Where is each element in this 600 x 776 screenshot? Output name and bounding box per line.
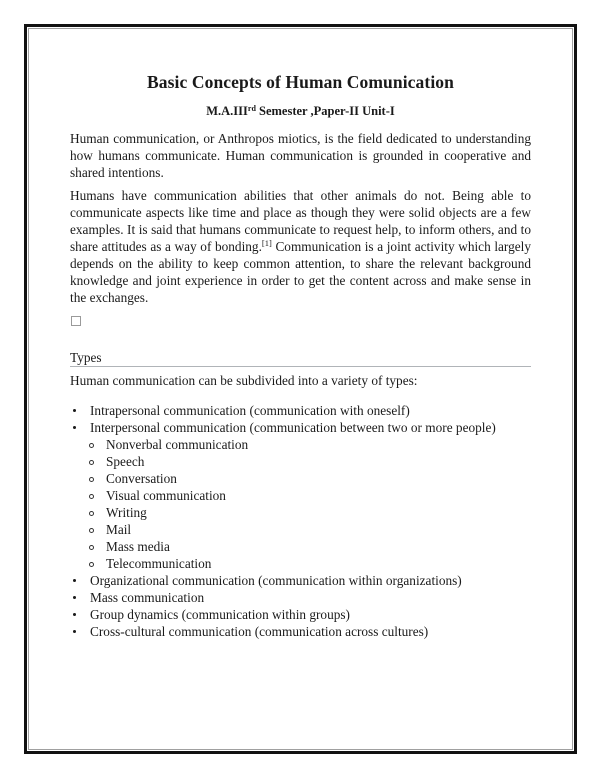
sublist-item-label: Speech xyxy=(106,454,145,469)
document-subtitle xyxy=(70,102,531,120)
list-item-label: Group dynamics (communication within groups) xyxy=(90,607,350,622)
subtitle-superscript: rd xyxy=(247,104,256,113)
list-item-label: Organizational communication (communication within organizations) xyxy=(90,573,462,588)
interpersonal-sublist xyxy=(88,436,531,572)
bullet-icon xyxy=(73,613,76,616)
bullet-icon xyxy=(73,409,76,412)
list-item-label: Mass communication xyxy=(90,590,205,605)
sublist-item xyxy=(88,453,531,470)
subtitle-prefix: M.A.III xyxy=(206,104,248,118)
list-item xyxy=(70,419,531,572)
types-intro: Human communication can be subdivided into a variety of types: xyxy=(70,373,418,388)
hollow-bullet-icon xyxy=(89,545,94,550)
sublist-item xyxy=(88,470,531,487)
abilities-paragraph xyxy=(70,187,531,306)
list-item xyxy=(70,402,531,419)
sublist-item-label: Mass media xyxy=(106,539,170,554)
bullet-icon xyxy=(73,596,76,599)
sublist-item-label: Visual communication xyxy=(106,488,226,503)
sublist-item xyxy=(88,555,531,572)
types-list xyxy=(70,402,531,640)
sublist-item xyxy=(88,538,531,555)
bullet-icon xyxy=(73,579,76,582)
abilities-text-after: Communication is a joint activity which largely depends on the ability to keep common attention, to share the relevant background knowledge and joint experience in order to get the content across and make sense in the exchanges. xyxy=(70,239,532,305)
list-item xyxy=(70,572,531,589)
hollow-bullet-icon xyxy=(89,477,94,482)
sublist-item-label: Conversation xyxy=(106,471,177,486)
empty-checkbox-icon xyxy=(71,316,81,326)
sublist-item xyxy=(88,521,531,538)
hollow-bullet-icon xyxy=(89,511,94,516)
list-item-label: Cross-cultural communication (communication across cultures) xyxy=(90,624,429,639)
intro-paragraph: Human communication, or Anthropos miotics, is the field dedicated to understanding how humans communicate. Human communication is grounded in cooperative and shared intentions. xyxy=(70,131,531,180)
sublist-item-label: Nonverbal communication xyxy=(106,437,249,452)
hollow-bullet-icon xyxy=(89,528,94,533)
reference-link[interactable]: [1] xyxy=(261,238,272,248)
list-item xyxy=(70,623,531,640)
list-item-label: Interpersonal communication (communication between two or more people) xyxy=(90,420,496,435)
bullet-icon xyxy=(73,630,76,633)
list-item xyxy=(70,606,531,623)
document-title: Basic Concepts of Human Comunication xyxy=(147,72,454,92)
subtitle-suffix: Semester ,Paper-II Unit-I xyxy=(255,104,395,118)
sublist-item-label: Mail xyxy=(106,522,132,537)
hollow-bullet-icon xyxy=(89,460,94,465)
list-item-label: Intrapersonal communication (communication with oneself) xyxy=(90,403,410,418)
bullet-icon xyxy=(73,426,76,429)
hollow-bullet-icon xyxy=(89,443,94,448)
sublist-item xyxy=(88,487,531,504)
abilities-text-before: Humans have communication abilities that other animals do not. Being able to communicate aspects like time and place as though they were solid objects are a few examples. It is said that humans communicate to request help, to inform others, and to share attitudes as a way of bonding. xyxy=(70,188,531,254)
sublist-item xyxy=(88,504,531,521)
sublist-item-label: Telecommunication xyxy=(106,556,212,571)
list-item xyxy=(70,589,531,606)
document-body xyxy=(70,70,531,640)
sublist-item-label: Writing xyxy=(106,505,147,520)
section-heading-types: Types xyxy=(70,350,531,367)
sublist-item xyxy=(88,436,531,453)
hollow-bullet-icon xyxy=(89,562,94,567)
hollow-bullet-icon xyxy=(89,494,94,499)
